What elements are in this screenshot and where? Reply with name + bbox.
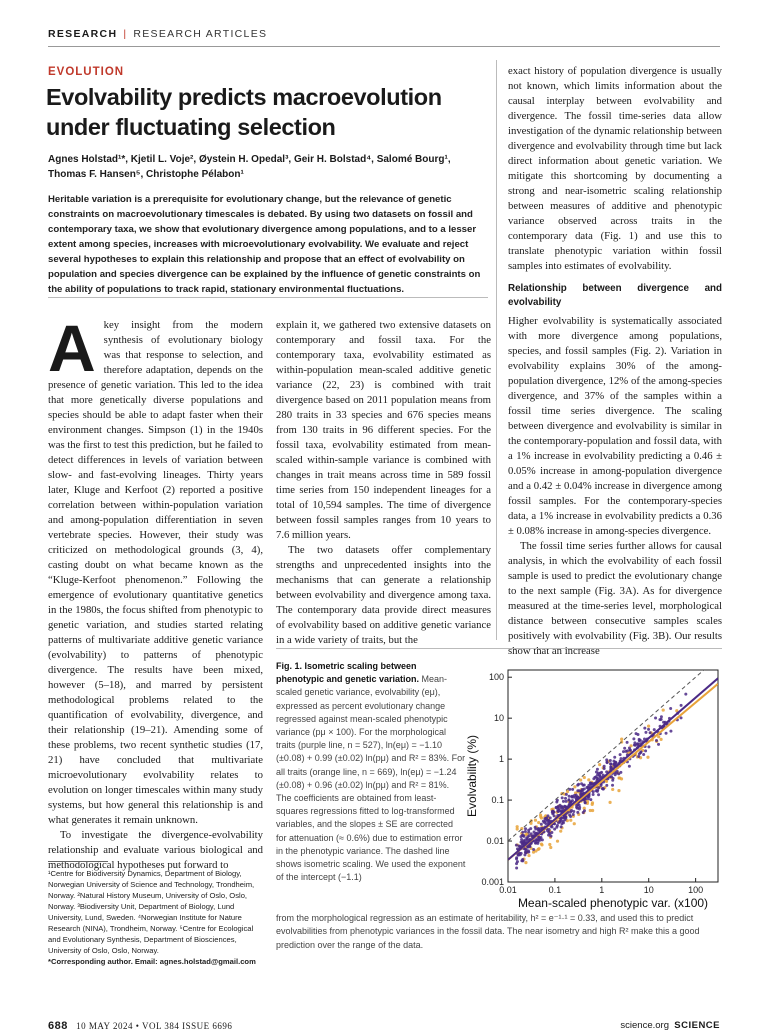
other-point [662, 708, 665, 711]
morph-point [572, 813, 575, 816]
morph-point [565, 793, 568, 796]
other-point [573, 785, 576, 788]
other-point [516, 827, 519, 830]
morph-point [626, 741, 629, 744]
figure-rule [276, 648, 722, 649]
morph-point [669, 730, 672, 733]
morph-point [637, 733, 640, 736]
x-tick-label: 0.1 [548, 885, 562, 895]
x-tick-label: 1 [599, 885, 605, 895]
other-point [524, 861, 527, 864]
section-heading: Relationship between divergence and evolvability [508, 283, 722, 308]
other-point [549, 846, 552, 849]
morph-point [560, 825, 563, 828]
column-rule [496, 60, 497, 640]
morph-point [596, 788, 599, 791]
authors-line-2: Thomas F. Hansen⁵, Christophe Pélabon¹ [48, 169, 244, 180]
y-tick-label: 0.001 [481, 877, 504, 887]
morph-point [517, 853, 520, 856]
morph-point [654, 716, 657, 719]
morph-point [515, 867, 518, 870]
morph-point [571, 788, 574, 791]
x-tick-label: 100 [688, 885, 704, 895]
morph-point [515, 844, 518, 847]
morph-point [657, 743, 660, 746]
morph-point [637, 755, 640, 758]
morph-point [520, 841, 523, 844]
header-rule [48, 46, 720, 47]
other-point [646, 756, 649, 759]
morph-traits-line [508, 678, 718, 860]
morph-point [613, 756, 616, 759]
morph-point [647, 745, 650, 748]
morph-point [527, 849, 530, 852]
morph-point [540, 823, 543, 826]
morph-point [610, 775, 613, 778]
morph-point [549, 816, 552, 819]
abstract-rule [48, 297, 488, 298]
col3-paragraph-1: exact history of population divergence is usually not known, which limits information about the causal interplay between evolvability and divergence. The fossil time-series data allow investigation of the dynamic relationship between divergence and evolvability through time but lack direct information about genetic variation. We mitigate this shortcoming by documenting a strong and near-isometric scaling relationship between measures of additive and phenotypic variance observed across traits in the contemporary data (Fig. 1) and use this to translate phenotypic variation within fossil samples into estimates of evolvability. [508, 65, 722, 272]
other-point [534, 819, 537, 822]
morph-point [529, 827, 532, 830]
category-label: EVOLUTION [48, 66, 125, 78]
morph-point [653, 728, 656, 731]
affiliations [48, 868, 266, 967]
authors-line-1: Agnes Holstad¹*, Kjetil L. Voje², Øystein H. Opedal³, Geir H. Bolstad⁴, Salomé Bourg¹, [48, 154, 451, 165]
morph-point [584, 797, 587, 800]
morph-point [534, 842, 537, 845]
other-point [598, 763, 601, 766]
other-point [540, 843, 543, 846]
morph-point [536, 838, 539, 841]
other-point [591, 803, 594, 806]
other-point [559, 830, 562, 833]
morph-point [644, 749, 647, 752]
morph-point [571, 795, 574, 798]
header-subsection: RESEARCH ARTICLES [133, 28, 268, 40]
morph-point [628, 765, 631, 768]
morph-point [561, 796, 564, 799]
page-number: 688 [48, 1020, 68, 1032]
morph-point [578, 808, 581, 811]
other-point [540, 816, 543, 819]
morph-point [549, 835, 552, 838]
morph-point [602, 788, 605, 791]
morph-point [619, 753, 622, 756]
morph-point [524, 830, 527, 833]
morph-point [598, 774, 601, 777]
morph-point [552, 811, 555, 814]
morph-point [660, 715, 663, 718]
footer-right [620, 1020, 720, 1031]
x-axis-label: Mean-scaled phenotypic var. (x100) [517, 896, 709, 910]
x-tick-label: 0.01 [499, 885, 517, 895]
morph-point [623, 747, 626, 750]
morph-point [527, 831, 530, 834]
site-name: science.org [620, 1020, 669, 1031]
other-point [647, 725, 650, 728]
morph-point [553, 828, 556, 831]
morph-point [643, 727, 646, 730]
morph-point [539, 836, 542, 839]
morph-point [527, 846, 530, 849]
other-point [618, 776, 621, 779]
other-point [659, 738, 662, 741]
col1-paragraph-2: To investigate the divergence-evolvability relationship and evaluate various biological and methodological hypotheses put forward to [48, 829, 263, 871]
morph-point [564, 797, 567, 800]
morph-point [589, 798, 592, 801]
other-point [583, 776, 586, 779]
other-point [587, 778, 590, 781]
affiliation-rule [48, 861, 108, 862]
morph-point [572, 810, 575, 813]
morph-point [546, 829, 549, 832]
morph-point [543, 821, 546, 824]
morph-point [644, 731, 647, 734]
y-tick-label: 0.1 [491, 795, 504, 806]
morph-point [660, 718, 663, 721]
morph-point [614, 761, 617, 764]
morph-point [583, 809, 586, 812]
morph-point [596, 768, 599, 771]
morph-point [520, 852, 523, 855]
affiliation-text: ¹Centre for Biodiversity Dynamics, Department of Biology, Norwegian University of Science and Technology, Trondheim, Norway. ²Natural History Museum, University of Oslo, Oslo, Norway. ³Biodiversity Unit, Department of Biology, Lund University, Lund, Sweden. ⁴Norwegian Institute for Nature Research (NINA), Trondheim, Norway. ⁵Centre for Ecological and Evolutionary Synthesis, Department of Biosciences, University of Oslo, Oslo, Norway. [48, 869, 255, 955]
morph-point [533, 831, 536, 834]
morph-point [515, 856, 518, 859]
y-tick-label: 0.01 [486, 836, 504, 847]
body-column-2 [276, 318, 491, 648]
other-point [589, 809, 592, 812]
morph-point [605, 784, 608, 787]
figure-caption [276, 660, 466, 884]
corresponding-author: *Corresponding author. Email: agnes.holstad@gmail.com [48, 957, 256, 966]
morph-point [558, 820, 561, 823]
morph-point [638, 738, 641, 741]
drop-cap: A [48, 311, 96, 385]
morph-point [556, 810, 559, 813]
morph-point [534, 828, 537, 831]
morph-point [605, 761, 608, 764]
header-separator: | [123, 28, 128, 40]
x-tick-label: 10 [643, 885, 654, 895]
morph-point [680, 704, 683, 707]
other-point [611, 788, 614, 791]
other-point [539, 814, 542, 817]
isometry-line [508, 660, 718, 841]
header-section: RESEARCH [48, 28, 118, 40]
morph-point [522, 834, 525, 837]
other-point [532, 851, 535, 854]
footer-left [48, 1020, 232, 1032]
morph-point [609, 763, 612, 766]
morph-point [516, 860, 519, 863]
morph-point [524, 851, 527, 854]
abstract: Heritable variation is a prerequisite for evolutionary change, but the relevance of genetic constraints on macroevolutionary timescales is debated. By using two datasets on fossil and contemporary taxa, we show that evolutionary divergence among populations, and to a lesser extent among species, increases with microevolutionary evolvability. We evaluate and reject several hypotheses to explain this relationship and propose that an effect of evolvability on population and species divergence can be explained by the influence of genetic constraints on the ability of populations to track rapid, stationary environmental fluctuations. [48, 194, 481, 295]
other-point [537, 821, 540, 824]
article-title: Evolvability predicts macroevolution under fluctuating selection [46, 84, 442, 140]
morph-point [543, 817, 546, 820]
col2-paragraph-1: explain it, we gathered two extensive datasets on contemporary and fossil taxa. For the contemporary taxa, evolvability estimated as within-population mean-scaled additive genetic variance (22, 23) is combined with trait divergence based on 2011 population means from 280 traits in 33 species and 676 species means from 130 traits in 96 different species. For the fossil taxa, evolvability estimated from mean-scaled within-sample variance is combined with changes in trait means across time in 589 fossil time series from 150 independent lineages for a total of 10,594 samples. The time of divergence between fossil samples ranges from 10 years to 7.6 million years. [276, 319, 491, 541]
morph-point [565, 800, 568, 803]
morph-point [636, 742, 639, 745]
other-point [548, 843, 551, 846]
body-column-1 [48, 311, 263, 873]
morph-point [592, 793, 595, 796]
morph-point [633, 744, 636, 747]
other-point [617, 789, 620, 792]
morph-point [669, 707, 672, 710]
morph-point [595, 775, 598, 778]
figure-caption-continued: from the morphological regression as an estimate of heritability, h² = e⁻¹·¹ = 0.33, and used this to predict evolvabilities from phenotypic variances in the fossil data. The near isometry and high R² make this a good prediction over the range of the data. [276, 913, 700, 950]
issue-info: 10 MAY 2024 • VOL 384 ISSUE 6696 [76, 1021, 233, 1031]
morph-point [546, 814, 549, 817]
author-list [48, 152, 488, 182]
morph-point [575, 806, 578, 809]
other-point [569, 819, 572, 822]
col3-paragraph-2: Higher evolvability is systematically associated with more divergence among populations, species, and fossil samples (Fig. 2). Variation in evolvability explains 30% of the among-population divergence, 12% of the among-species divergence, and 37% of the samples within a fossil time series divergence. The scaling between divergence and evolvability is similar in the contemporary-population and fossil data, with a 1% increase in evolvability predicting a 0.46 ± 0.05% increase in among-population divergence and a 0.42 ± 0.04% increase in divergence among fossil samples. For the contemporary-species data, a 1% increase in evolvability predicts a 0.36 ± 0.08% increase in among-species divergence. [508, 315, 722, 537]
morph-point [578, 804, 581, 807]
col1-paragraph-1: key insight from the modern synthesis of evolutionary biology was that response to selection, and therefore adaptation, depends on the presence of genetic variation. This led to the idea that more genetically diverse populations and species should be able to adapt faster when their environment changes. Simpson (1) in the 1940s was the first to test this prediction, but he failed to detect differences in levels of variation between slow- and fast-evolving lineages. Thirty years later, Kluge and Kerfoot (2) reported a positive correlation between within-population variation and among-population differentiation in seven vertebrate species. However, their study was criticized on methodological grounds (3, 4), casting doubt on what became known as the “Kluge-Kerfoot phenomenon.” Following the emergence of evolutionary quantitative genetics in the 1980s, the focus shifted from phenotypic to genetic variation, and studies started relating patterns of multivariate additive genetic variance (evolvability) to patterns of phenotypic divergence. The results have been mixed, however (5–18), and marred by persistent methodological problems related to the quantification of evolvability, divergence, and their relationship (19–21). Amending some of these problems, two recent synthetic studies (17, 21) have concluded that multivariate microevolutionary evolvability relates to evolution on longer timescales within many study systems, but how general this relationship is and what generates it remain unknown. [48, 319, 263, 826]
morph-point [583, 801, 586, 804]
morph-point [611, 784, 614, 787]
morph-point [562, 821, 565, 824]
y-axis-label: Evolvability (%) [465, 734, 479, 818]
morph-point [560, 805, 563, 808]
morph-point [569, 800, 572, 803]
figure-caption-body: Mean-scaled genetic variance, evolvability (eμ), expressed as percent evolutionary change regressed against mean-scaled phenotypic variance (pμ × 100). For the morphological traits (purple line, n = 527), ln(eμ) = −1.10 (±0.08) + 0.99 (±0.02) ln(pμ) and R² = 83%. For all traits (orange line, n = 669), ln(eμ) = −1.24 (±0.08) + 0.96 (±0.02) ln(pμ) and R² = 81%. The coefficients are obtained from least-squares regressions fitted to log-transformed variables, and the slopes ± SE are corrected for attenuation (≈ 0.6%) due to estimation error in the phenotypic variance. The dashed line shows isometric scaling. We used the exponent of the intercept (−1.1) [276, 674, 466, 883]
morph-point [524, 827, 527, 830]
morph-point [622, 750, 625, 753]
journal-name: SCIENCE [674, 1020, 720, 1031]
morph-point [555, 806, 558, 809]
col2-paragraph-2: The two datasets offer complementary strengths and unprecedented insights into the mechanisms that can generate a relationship between evolvability and divergence among taxa. The contemporary data provide direct measures of evolvability based on additive genetic variance in a wide variety of traits, but the [276, 544, 491, 646]
col3-paragraph-3: The fossil time series further allows for causal analysis, in which the evolvability of each fossil sample is used to predict the evolutionary change to the next sample (Fig. 3A). As for divergence measured at the time-series level, morphological distance between consecutive samples scales positively with evolvability (Fig. 3B). Our results show that an increase [508, 540, 722, 657]
morph-point [579, 790, 582, 793]
morph-point [562, 816, 565, 819]
other-point [573, 822, 576, 825]
morph-point [647, 728, 650, 731]
morph-point [576, 811, 579, 814]
morph-point [655, 739, 658, 742]
morph-point [611, 779, 614, 782]
body-column-3 [508, 64, 722, 659]
morph-point [569, 815, 572, 818]
morph-point [547, 819, 550, 822]
morph-point [609, 759, 612, 762]
other-point [608, 801, 611, 804]
morph-point [684, 693, 687, 696]
morph-point [528, 834, 531, 837]
other-point [620, 738, 623, 741]
morph-point [532, 848, 535, 851]
y-tick-label: 10 [493, 713, 504, 724]
morph-point [582, 784, 585, 787]
other-point [537, 847, 540, 850]
y-tick-label: 100 [488, 672, 504, 683]
morph-point [521, 858, 524, 861]
morph-point [629, 748, 632, 751]
morph-point [587, 795, 590, 798]
y-tick-label: 1 [498, 754, 504, 765]
morph-point [620, 757, 623, 760]
morph-point [576, 789, 579, 792]
morph-point [615, 772, 618, 775]
other-point [556, 840, 559, 843]
morph-point [562, 800, 565, 803]
morph-point [595, 771, 598, 774]
morph-point [638, 752, 641, 755]
morph-point [600, 771, 603, 774]
figure-caption-title: Fig. 1. Isometric scaling between phenotypic and genetic variation. [276, 661, 420, 685]
morph-point [649, 731, 652, 734]
morph-point [568, 795, 571, 798]
morph-point [597, 793, 600, 796]
other-point [527, 854, 530, 857]
scatter-chart [462, 660, 726, 910]
morph-point [521, 831, 524, 834]
running-header [48, 28, 267, 40]
morph-point [577, 783, 580, 786]
morph-point [522, 840, 525, 843]
morph-point [632, 737, 635, 740]
morph-point [665, 732, 668, 735]
morph-point [551, 825, 554, 828]
morph-point [525, 837, 528, 840]
morph-point [603, 765, 606, 768]
morph-point [642, 753, 645, 756]
